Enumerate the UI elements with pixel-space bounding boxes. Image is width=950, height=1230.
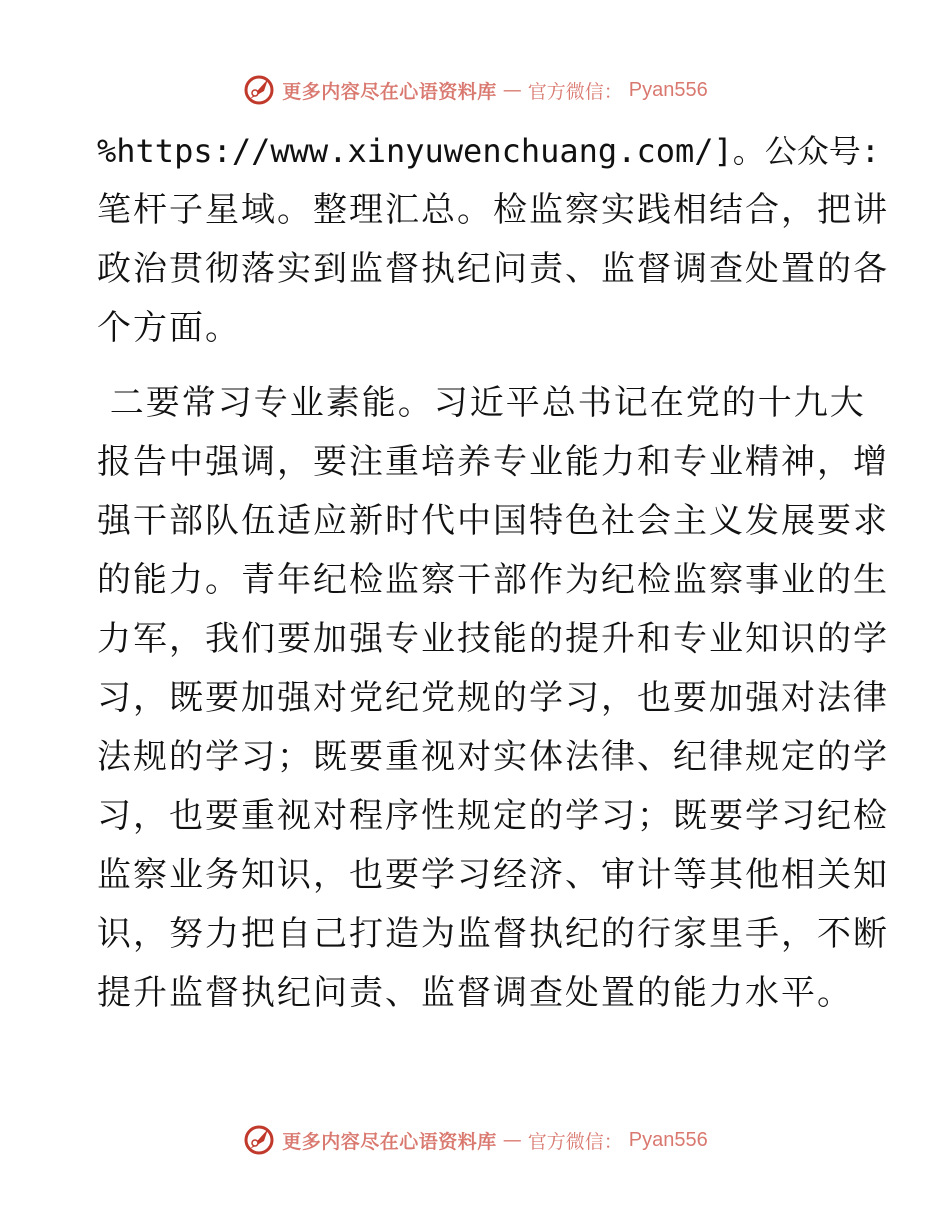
header-wechat-id: Pyan556 [628,78,708,101]
text-line: 提升监督执纪问责、监督调查处置的能力水平。 [97,973,853,1013]
text-line: 政治贯彻落实到监督执纪问责、监督调查处置的各 [97,249,889,289]
text-line: 强干部队伍适应新时代中国特色社会主义发展要求 [97,501,889,541]
text-line: 法规的学习；既要重视对实体法律、纪律规定的学 [97,737,889,777]
text-line: 的能力。青年纪检监察干部作为纪检监察事业的生 [97,560,889,600]
paragraph-1 [97,122,889,358]
footer-wechat-id: Pyan556 [628,1128,708,1151]
footer-banner [0,1120,950,1160]
text-line: 习，既要加强对党纪党规的学习，也要加强对法律 [97,678,889,718]
footer-wechat-label: 官方微信： [527,1130,623,1153]
header-separator: — [502,79,522,101]
paragraph-gap [97,358,857,374]
document-body [97,122,889,1023]
text-line: 报告中强调，要注重培养专业能力和专业精神，增 [97,442,889,482]
text-line: 监察业务知识，也要学习经济、审计等其他相关知 [97,855,889,895]
text-line: 习，也要重视对程序性规定的学习；既要学习纪检 [97,796,889,836]
text-line: 二要常习专业素能。习近平总书记在党的十九大 [97,383,866,423]
text-line: %https://www.xinyuwenchuang.com/]。公众号: [97,132,881,170]
text-line: 笔杆子星域。整理汇总。检监察实践相结合，把讲 [97,190,889,230]
quill-logo-icon [242,1123,276,1157]
footer-site-name: 更多内容尽在心语资料库 [282,1130,497,1153]
text-line: 识，努力把自己打造为监督执纪的行家里手，不断 [97,914,889,954]
text-line: 个方面。 [97,308,241,348]
footer-separator: — [502,1129,522,1151]
header-wechat-label: 官方微信： [527,80,623,103]
text-line: 力军，我们要加强专业技能的提升和专业知识的学 [97,619,889,659]
paragraph-2 [97,374,889,1023]
quill-logo-icon [242,73,276,107]
header-site-name: 更多内容尽在心语资料库 [282,80,497,103]
header-banner [0,70,950,110]
